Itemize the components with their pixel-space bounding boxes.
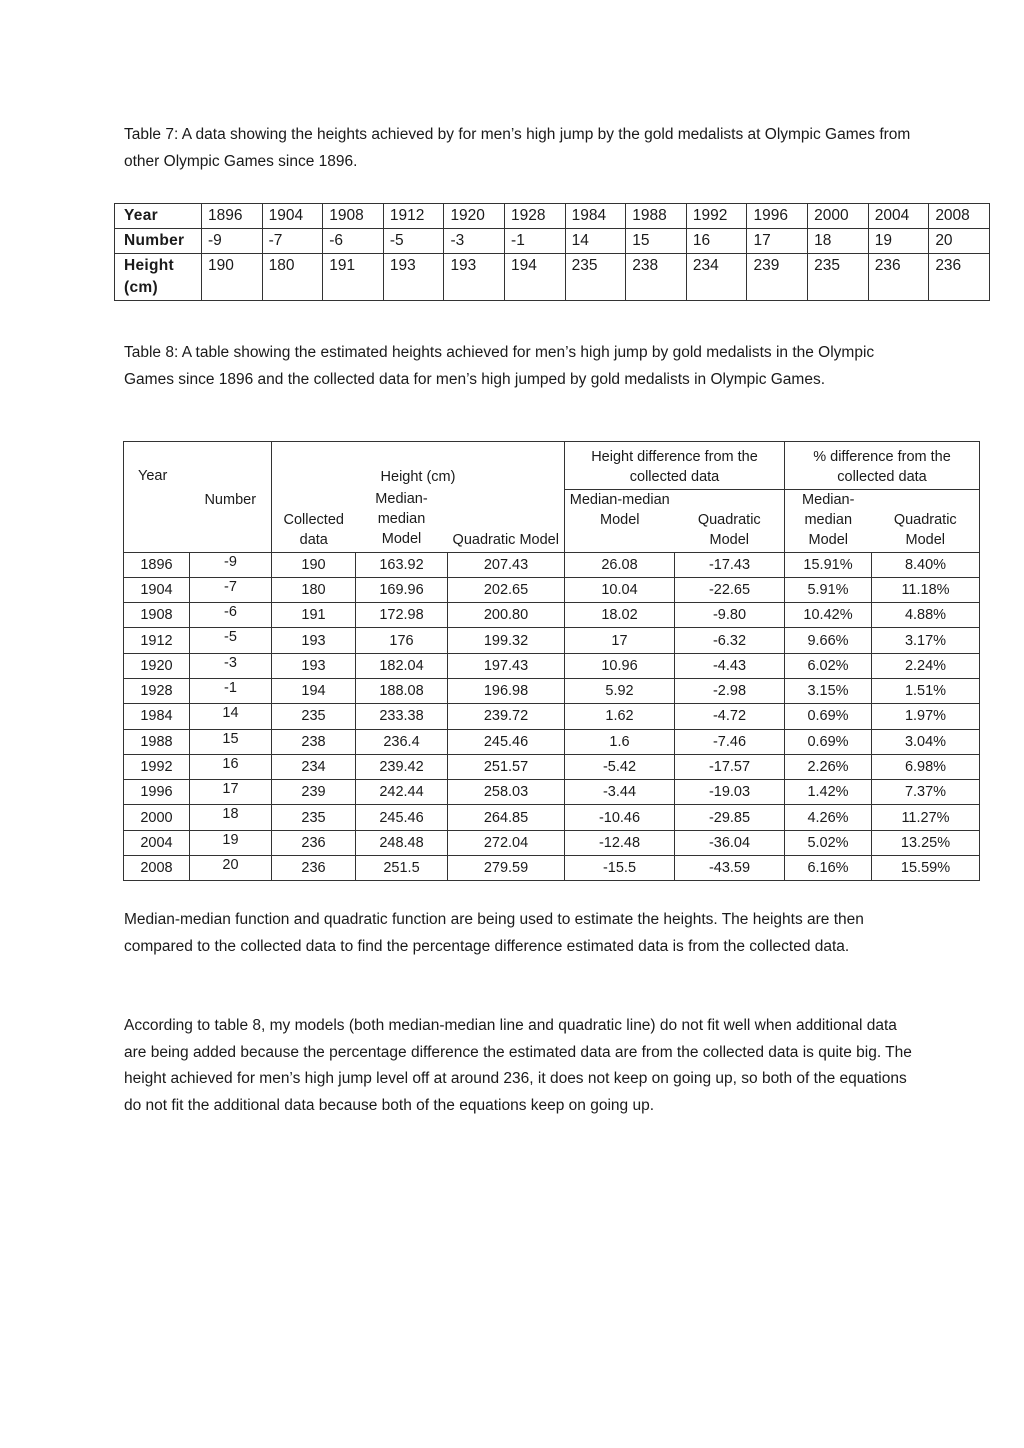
year-cell: 1992 [124,754,190,779]
number-cell: 20 [190,856,272,881]
table-row [124,653,980,678]
median-height-cell: 188.08 [356,678,448,703]
table7-number-cell: 14 [565,229,626,254]
table7-year-cell: 1996 [747,204,808,229]
header-collected: Collected data [272,489,356,552]
median-height-cell: 182.04 [356,653,448,678]
table7-year-cell: 2004 [868,204,929,229]
header-median-model: Median-median Model [785,489,872,552]
median-height-cell: 163.92 [356,552,448,577]
quadratic-pct-cell: 11.18% [872,577,980,602]
table7-height-cell: 238 [626,254,687,301]
table7-number-cell: 16 [686,229,747,254]
table-row [124,856,980,881]
median-height-cell: 236.4 [356,729,448,754]
median-height-cell: 248.48 [356,830,448,855]
year-cell: 1896 [124,552,190,577]
collected-cell: 191 [272,603,356,628]
table7-height-cell: 193 [383,254,444,301]
median-pct-cell: 4.26% [785,805,872,830]
median-height-cell: 172.98 [356,603,448,628]
number-cell: 18 [190,805,272,830]
quadratic-pct-cell: 1.97% [872,704,980,729]
median-pct-cell: 9.66% [785,628,872,653]
number-cell: 15 [190,729,272,754]
quadratic-pct-cell: 1.51% [872,678,980,703]
number-cell: -3 [190,653,272,678]
table7-year-cell: 1984 [565,204,626,229]
collected-cell: 236 [272,830,356,855]
table7-year-row [115,204,990,229]
table7-number-cell: -7 [262,229,323,254]
table7-height-cell: 239 [747,254,808,301]
header-quadratic-model: Quadratic Model [872,489,980,552]
quadratic-height-cell: 196.98 [448,678,565,703]
quadratic-diff-cell: -9.80 [675,603,785,628]
table7-row-label: Number [115,229,202,254]
year-cell: 1928 [124,678,190,703]
year-cell: 1988 [124,729,190,754]
table7-number-cell: -3 [444,229,505,254]
table-row [124,754,980,779]
header-quadratic-model: Quadratic Model [448,489,565,552]
median-pct-cell: 2.26% [785,754,872,779]
table7-year-cell: 1912 [383,204,444,229]
number-cell: 16 [190,754,272,779]
median-height-cell: 169.96 [356,577,448,602]
quadratic-diff-cell: -4.72 [675,704,785,729]
table7-height-cell: 191 [323,254,384,301]
quadratic-pct-cell: 4.88% [872,603,980,628]
table-row [124,805,980,830]
table7-number-cell: -5 [383,229,444,254]
median-diff-cell: 1.6 [565,729,675,754]
table-row [124,780,980,805]
median-height-cell: 239.42 [356,754,448,779]
quadratic-diff-cell: -22.65 [675,577,785,602]
table-row [124,678,980,703]
median-diff-cell: 17 [565,628,675,653]
number-cell: 14 [190,704,272,729]
table7-year-cell: 2000 [808,204,869,229]
median-diff-cell: -3.44 [565,780,675,805]
table7-height-cell: 180 [262,254,323,301]
median-pct-cell: 6.02% [785,653,872,678]
median-diff-cell: -10.46 [565,805,675,830]
number-cell: -1 [190,678,272,703]
quadratic-height-cell: 264.85 [448,805,565,830]
table7-height-row [115,254,990,301]
median-pct-cell: 6.16% [785,856,872,881]
header-percent-group: % difference from the collected data [785,442,980,490]
number-cell: -9 [190,552,272,577]
quadratic-height-cell: 197.43 [448,653,565,678]
median-pct-cell: 5.91% [785,577,872,602]
median-diff-cell: -15.5 [565,856,675,881]
collected-cell: 180 [272,577,356,602]
quadratic-pct-cell: 3.17% [872,628,980,653]
table7-number-cell: 17 [747,229,808,254]
quadratic-height-cell: 199.32 [448,628,565,653]
median-diff-cell: 1.62 [565,704,675,729]
table-row [124,830,980,855]
quadratic-diff-cell: -6.32 [675,628,785,653]
table8-caption: Table 8: A table showing the estimated heights achieved for men’s high jump by gold medalists in the Olympic Games since 1896 and the collected data for men’s high jumped by gold medalists in Olympic Games. [124,344,875,388]
number-cell: 19 [190,830,272,855]
number-cell: -6 [190,603,272,628]
median-pct-cell: 3.15% [785,678,872,703]
quadratic-pct-cell: 13.25% [872,830,980,855]
quadratic-pct-cell: 6.98% [872,754,980,779]
table7-year-cell: 1908 [323,204,384,229]
median-pct-cell: 0.69% [785,704,872,729]
table7-year-cell: 1928 [505,204,566,229]
median-diff-cell: 18.02 [565,603,675,628]
table-row [124,577,980,602]
year-cell: 1908 [124,603,190,628]
quadratic-height-cell: 245.46 [448,729,565,754]
quadratic-pct-cell: 2.24% [872,653,980,678]
collected-cell: 235 [272,704,356,729]
table7-year-cell: 2008 [929,204,990,229]
year-cell: 1920 [124,653,190,678]
header-year: Year [124,442,190,553]
median-pct-cell: 15.91% [785,552,872,577]
year-cell: 1984 [124,704,190,729]
table7-number-cell: -9 [202,229,263,254]
collected-cell: 190 [272,552,356,577]
table7-height-cell: 235 [808,254,869,301]
median-diff-cell: 5.92 [565,678,675,703]
median-diff-cell: 10.96 [565,653,675,678]
table7-number-cell: 19 [868,229,929,254]
quadratic-height-cell: 272.04 [448,830,565,855]
table-row [124,552,980,577]
quadratic-diff-cell: -17.57 [675,754,785,779]
median-height-cell: 242.44 [356,780,448,805]
table-row [124,704,980,729]
collected-cell: 236 [272,856,356,881]
paragraph-conclusion: According to table 8, my models (both median-median line and quadratic line) do not fit well when additional data are being added because the percentage difference the estimated data are from the collected data is quite big. The height achieved for men’s high jump level off at around 236, it does not keep on going up, so both of the equations do not fit the additional data because both of the equations keep on going up. [124,1017,912,1114]
table7-row-label: Height (cm) [115,254,202,301]
quadratic-height-cell: 251.57 [448,754,565,779]
quadratic-diff-cell: -29.85 [675,805,785,830]
number-cell: -7 [190,577,272,602]
quadratic-height-cell: 207.43 [448,552,565,577]
table7-year-cell: 1988 [626,204,687,229]
table7-year-cell: 1896 [202,204,263,229]
median-height-cell: 233.38 [356,704,448,729]
quadratic-diff-cell: -2.98 [675,678,785,703]
header-difference-group: Height difference from the collected data [565,442,785,490]
table7-caption: Table 7: A data showing the heights achieved by for men’s high jump by the gold medalists at Olympic Games from other Olympic Games since 1896. [124,126,911,170]
quadratic-diff-cell: -17.43 [675,552,785,577]
year-cell: 1912 [124,628,190,653]
table7-row-label: Year [115,204,202,229]
header-quadratic-model: Quadratic Model [675,489,785,552]
collected-cell: 238 [272,729,356,754]
table7-year-cell: 1992 [686,204,747,229]
table7-height-cell: 236 [929,254,990,301]
table7-height-cell: 194 [505,254,566,301]
table7-height-cell: 235 [565,254,626,301]
median-height-cell: 176 [356,628,448,653]
quadratic-pct-cell: 11.27% [872,805,980,830]
quadratic-diff-cell: -43.59 [675,856,785,881]
median-pct-cell: 0.69% [785,729,872,754]
quadratic-diff-cell: -19.03 [675,780,785,805]
collected-cell: 234 [272,754,356,779]
median-height-cell: 245.46 [356,805,448,830]
quadratic-pct-cell: 3.04% [872,729,980,754]
year-cell: 1904 [124,577,190,602]
header-median-model: Median-median Model [565,489,675,552]
table7-number-cell: 15 [626,229,687,254]
table8 [123,441,980,881]
header-median-model: Median-median Model [356,489,448,552]
table7-number-row [115,229,990,254]
collected-cell: 194 [272,678,356,703]
year-cell: 1996 [124,780,190,805]
table7-number-cell: 18 [808,229,869,254]
year-cell: 2000 [124,805,190,830]
median-pct-cell: 10.42% [785,603,872,628]
table-row [124,729,980,754]
header-height-group: Height (cm) [272,442,565,490]
quadratic-pct-cell: 7.37% [872,780,980,805]
table7-number-cell: -1 [505,229,566,254]
paragraph-methods: Median-median function and quadratic function are being used to estimate the heights. The heights are then compared to the collected data to find the percentage difference estimated data is from the collected data. [124,911,864,955]
table-row [124,603,980,628]
table7-number-cell: -6 [323,229,384,254]
table7-height-cell: 234 [686,254,747,301]
quadratic-height-cell: 258.03 [448,780,565,805]
table7 [114,203,990,301]
median-pct-cell: 1.42% [785,780,872,805]
collected-cell: 239 [272,780,356,805]
median-pct-cell: 5.02% [785,830,872,855]
collected-cell: 193 [272,653,356,678]
quadratic-diff-cell: -7.46 [675,729,785,754]
median-diff-cell: -5.42 [565,754,675,779]
quadratic-height-cell: 202.65 [448,577,565,602]
collected-cell: 193 [272,628,356,653]
year-cell: 2008 [124,856,190,881]
table7-year-cell: 1904 [262,204,323,229]
table7-height-cell: 190 [202,254,263,301]
median-diff-cell: -12.48 [565,830,675,855]
table7-height-cell: 193 [444,254,505,301]
quadratic-diff-cell: -36.04 [675,830,785,855]
table8-body [124,552,980,881]
quadratic-height-cell: 200.80 [448,603,565,628]
number-cell: 17 [190,780,272,805]
median-height-cell: 251.5 [356,856,448,881]
header-number: Number [190,442,272,553]
year-cell: 2004 [124,830,190,855]
median-diff-cell: 26.08 [565,552,675,577]
median-diff-cell: 10.04 [565,577,675,602]
table7-number-cell: 20 [929,229,990,254]
quadratic-height-cell: 279.59 [448,856,565,881]
number-cell: -5 [190,628,272,653]
collected-cell: 235 [272,805,356,830]
quadratic-height-cell: 239.72 [448,704,565,729]
quadratic-pct-cell: 8.40% [872,552,980,577]
quadratic-pct-cell: 15.59% [872,856,980,881]
table7-height-cell: 236 [868,254,929,301]
table7-year-cell: 1920 [444,204,505,229]
table-row [124,628,980,653]
quadratic-diff-cell: -4.43 [675,653,785,678]
